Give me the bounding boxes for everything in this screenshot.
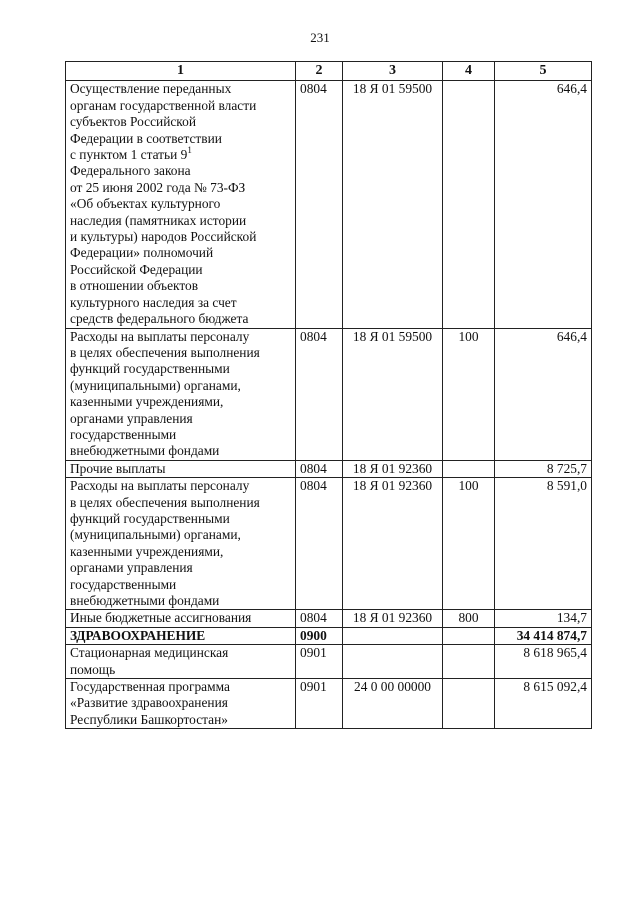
row-name-line: субъектов Российской bbox=[70, 114, 196, 130]
row-amount: 8 618 965,4 bbox=[495, 645, 592, 679]
row-expense-type bbox=[443, 627, 495, 644]
row-section: 0804 bbox=[296, 460, 343, 477]
row-name-line: Федерального закона bbox=[70, 163, 191, 179]
row-section: 0900 bbox=[296, 627, 343, 644]
row-target-article: 18 Я 01 92360 bbox=[343, 610, 443, 627]
row-name-line: Федерации в соответствии bbox=[70, 130, 222, 146]
row-section: 0901 bbox=[296, 645, 343, 679]
row-target-article: 24 0 00 00000 bbox=[343, 679, 443, 729]
row-name-line: Иные бюджетные ассигнования bbox=[70, 610, 252, 626]
row-name bbox=[66, 478, 296, 610]
row-name-line: внебюджетными фондами bbox=[70, 443, 220, 459]
row-amount: 646,4 bbox=[495, 328, 592, 460]
page-number: 231 bbox=[310, 30, 330, 45]
row-amount: 8 591,0 bbox=[495, 478, 592, 610]
table-row bbox=[66, 328, 592, 460]
row-name-line bbox=[70, 144, 291, 163]
table-row bbox=[66, 627, 592, 644]
table-body bbox=[66, 81, 592, 729]
header-col-1: 1 bbox=[66, 62, 296, 81]
row-name-line: Осуществление переданных bbox=[70, 81, 232, 97]
row-expense-type: 100 bbox=[443, 328, 495, 460]
header-col-2: 2 bbox=[296, 62, 343, 81]
row-name-line: государственными bbox=[70, 576, 177, 592]
row-name-line: культурного наследия за счет bbox=[70, 294, 237, 310]
article-superscript: 1 bbox=[187, 144, 192, 155]
row-expense-type: 800 bbox=[443, 610, 495, 627]
row-name-line: в отношении объектов bbox=[70, 278, 199, 294]
row-amount: 646,4 bbox=[495, 81, 592, 328]
row-target-article: 18 Я 01 59500 bbox=[343, 328, 443, 460]
row-expense-type: 100 bbox=[443, 478, 495, 610]
row-name bbox=[66, 645, 296, 679]
row-name-line: средств федерального бюджета bbox=[70, 311, 249, 327]
row-amount: 8 615 092,4 bbox=[495, 679, 592, 729]
row-name-line: наследия (памятниках истории bbox=[70, 212, 247, 228]
header-col-4: 4 bbox=[443, 62, 495, 81]
row-name bbox=[66, 328, 296, 460]
row-name-line: Расходы на выплаты персоналу bbox=[70, 328, 250, 344]
row-name-line: в целях обеспечения выполнения bbox=[70, 494, 260, 510]
row-section: 0804 bbox=[296, 478, 343, 610]
row-target-article: 18 Я 01 59500 bbox=[343, 81, 443, 328]
row-name bbox=[66, 81, 296, 328]
table-row bbox=[66, 460, 592, 477]
row-name-line: с пунктом 1 статьи 9 bbox=[70, 147, 188, 163]
row-name-line: Прочие выплаты bbox=[70, 460, 166, 476]
table-row bbox=[66, 679, 592, 729]
row-name-line: органами управления bbox=[70, 560, 193, 576]
row-target-article: 18 Я 01 92360 bbox=[343, 460, 443, 477]
row-name-line: Российской Федерации bbox=[70, 261, 203, 277]
row-section: 0804 bbox=[296, 81, 343, 328]
row-expense-type bbox=[443, 81, 495, 328]
row-name-line: органам государственной власти bbox=[70, 97, 257, 113]
table-row bbox=[66, 478, 592, 610]
row-target-article: 18 Я 01 92360 bbox=[343, 478, 443, 610]
header-col-3: 3 bbox=[343, 62, 443, 81]
row-target-article bbox=[343, 627, 443, 644]
row-name-line: от 25 июня 2002 года № 73-ФЗ bbox=[70, 179, 246, 195]
row-name-line: в целях обеспечения выполнения bbox=[70, 344, 260, 360]
row-amount: 8 725,7 bbox=[495, 460, 592, 477]
row-name-line: Федерации» полномочий bbox=[70, 245, 214, 261]
row-target-article bbox=[343, 645, 443, 679]
row-expense-type bbox=[443, 645, 495, 679]
row-name-line: помощь bbox=[70, 661, 116, 677]
row-name-line: внебюджетными фондами bbox=[70, 593, 220, 608]
row-name-line: казенными учреждениями, bbox=[70, 543, 224, 559]
row-name-line: Стационарная медицинская bbox=[70, 645, 229, 661]
row-name-line: ЗДРАВООХРАНЕНИЕ bbox=[70, 627, 206, 643]
row-name-line: функций государственными bbox=[70, 361, 230, 377]
header-col-5: 5 bbox=[495, 62, 592, 81]
row-name-line: функций государственными bbox=[70, 510, 230, 526]
row-name-line: органами управления bbox=[70, 410, 193, 426]
row-name-line: Расходы на выплаты персоналу bbox=[70, 478, 250, 494]
row-name bbox=[66, 460, 296, 477]
header-row bbox=[66, 62, 592, 81]
row-name-line: (муниципальными) органами, bbox=[70, 527, 241, 543]
row-name-line: и культуры) народов Российской bbox=[70, 229, 257, 245]
row-section: 0804 bbox=[296, 328, 343, 460]
row-name-line: Республики Башкортостан» bbox=[70, 711, 228, 727]
row-name-line: (муниципальными) органами, bbox=[70, 377, 241, 393]
row-expense-type bbox=[443, 679, 495, 729]
table-row bbox=[66, 610, 592, 627]
row-name bbox=[66, 610, 296, 627]
row-section: 0901 bbox=[296, 679, 343, 729]
row-name bbox=[66, 679, 296, 729]
row-name-line: «Развитие здравоохранения bbox=[70, 695, 228, 711]
row-expense-type bbox=[443, 460, 495, 477]
row-amount: 134,7 bbox=[495, 610, 592, 627]
row-amount: 34 414 874,7 bbox=[495, 627, 592, 644]
row-name-line: казенными учреждениями, bbox=[70, 394, 224, 410]
row-name bbox=[66, 627, 296, 644]
row-section: 0804 bbox=[296, 610, 343, 627]
table-row bbox=[66, 645, 592, 679]
row-name-line: государственными bbox=[70, 426, 177, 442]
table-row bbox=[66, 81, 592, 328]
row-name-line: «Об объектах культурного bbox=[70, 196, 221, 212]
row-name-line: Государственная программа bbox=[70, 679, 230, 695]
budget-table bbox=[65, 61, 592, 729]
